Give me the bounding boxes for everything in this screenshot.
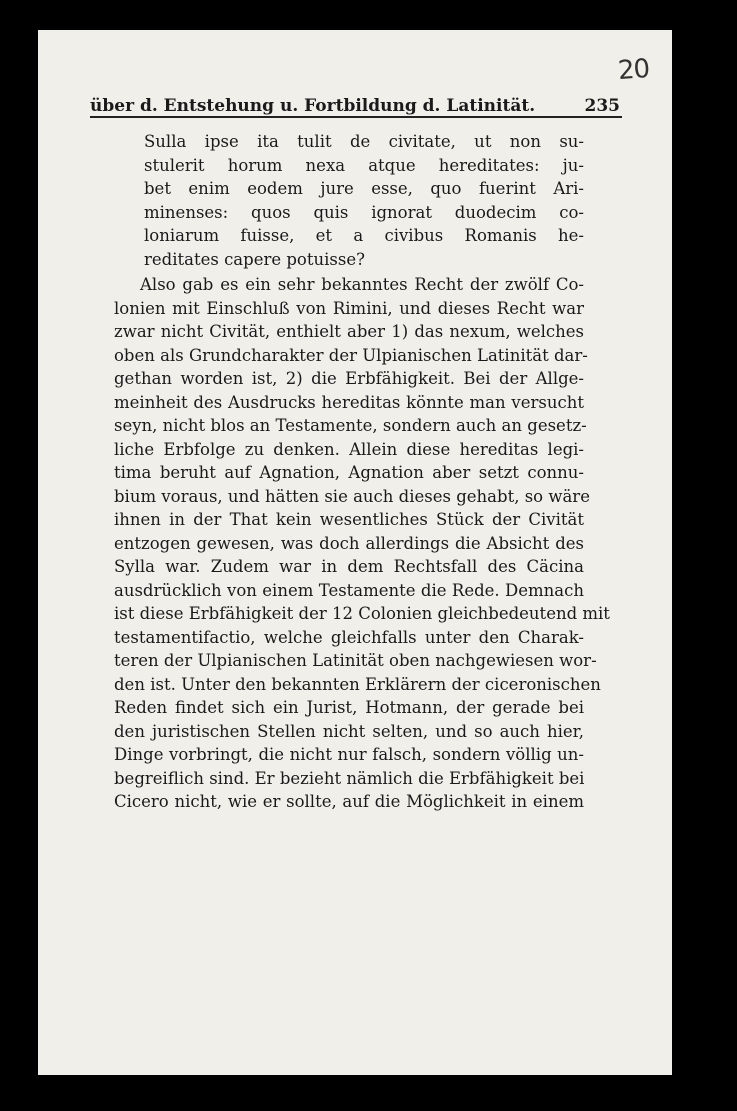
text-line: zwar nicht Civität, enthielt aber 1) das nexum, welches <box>114 322 584 341</box>
text-line: reditates capere potuisse? <box>144 249 365 269</box>
body-text <box>114 130 610 814</box>
text-line: loniarum fuisse, et a civibus Romanis he- <box>144 226 584 245</box>
running-head-title: über d. Entstehung u. Fortbildung d. Latinität. <box>90 96 536 116</box>
text-line: ausdrücklich von einem Testamente die Rede. Demnach <box>114 580 584 600</box>
running-head <box>90 96 620 116</box>
text-line: Reden findet sich ein Jurist, Hotmann, der gerade bei <box>114 698 584 717</box>
document-page <box>38 30 672 1075</box>
latin-quote <box>114 130 584 271</box>
text-line: begreiflich sind. Er bezieht nämlich die Erbfähigkeit bei <box>114 768 585 788</box>
text-line: ihnen in der That kein wesentliches Stück der Civität <box>114 510 584 529</box>
header-rule <box>90 116 622 118</box>
running-head-page-number: 235 <box>584 96 620 116</box>
text-line: oben als Grundcharakter der Ulpianischen Latinität dar- <box>114 345 588 365</box>
text-line: seyn, nicht blos an Testamente, sondern auch an gesetz- <box>114 416 587 435</box>
text-line: Cicero nicht, wie er sollte, auf die Möglichkeit in einem <box>114 792 584 811</box>
text-line: teren der Ulpianischen Latinität oben nachgewiesen wor- <box>114 651 597 670</box>
text-line: den juristischen Stellen nicht selten, und so auch hier, <box>114 721 584 741</box>
german-paragraph <box>114 273 610 814</box>
text-line: stulerit horum nexa atque hereditates: ju- <box>144 155 584 175</box>
text-line: testamentifactio, welche gleichfalls unter den Charak- <box>114 627 584 647</box>
text-line: meinheit des Ausdrucks hereditas könnte man versucht <box>114 392 584 412</box>
text-line: Sylla war. Zudem war in dem Rechtsfall des Cäcina <box>114 557 584 576</box>
text-line: bet enim eodem jure esse, quo fuerint Ari- <box>144 179 584 198</box>
text-line: gethan worden ist, 2) die Erbfähigkeit. Bei der Allge- <box>114 369 584 388</box>
text-line: ist diese Erbfähigkeit der 12 Colonien gleichbedeutend mit <box>114 604 610 623</box>
text-line: Also gab es ein sehr bekanntes Recht der zwölf Co- <box>140 275 584 294</box>
folio-number: 20 <box>616 53 651 87</box>
text-line: liche Erbfolge zu denken. Allein diese hereditas legi- <box>114 439 584 459</box>
text-line: Dinge vorbringt, die nicht nur falsch, sondern völlig un- <box>114 745 584 764</box>
text-line: bium voraus, und hätten sie auch dieses gehabt, so wäre <box>114 486 590 506</box>
text-line: entzogen gewesen, was doch allerdings die Absicht des <box>114 533 584 553</box>
text-line: lonien mit Einschluß von Rimini, und dieses Recht war <box>114 298 584 318</box>
text-line: minenses: quos quis ignorat duodecim co- <box>144 202 584 222</box>
text-line: tima beruht auf Agnation, Agnation aber setzt connu- <box>114 463 584 482</box>
text-line: den ist. Unter den bekannten Erklärern der ciceronischen <box>114 674 601 694</box>
text-line: Sulla ipse ita tulit de civitate, ut non su- <box>144 132 584 151</box>
